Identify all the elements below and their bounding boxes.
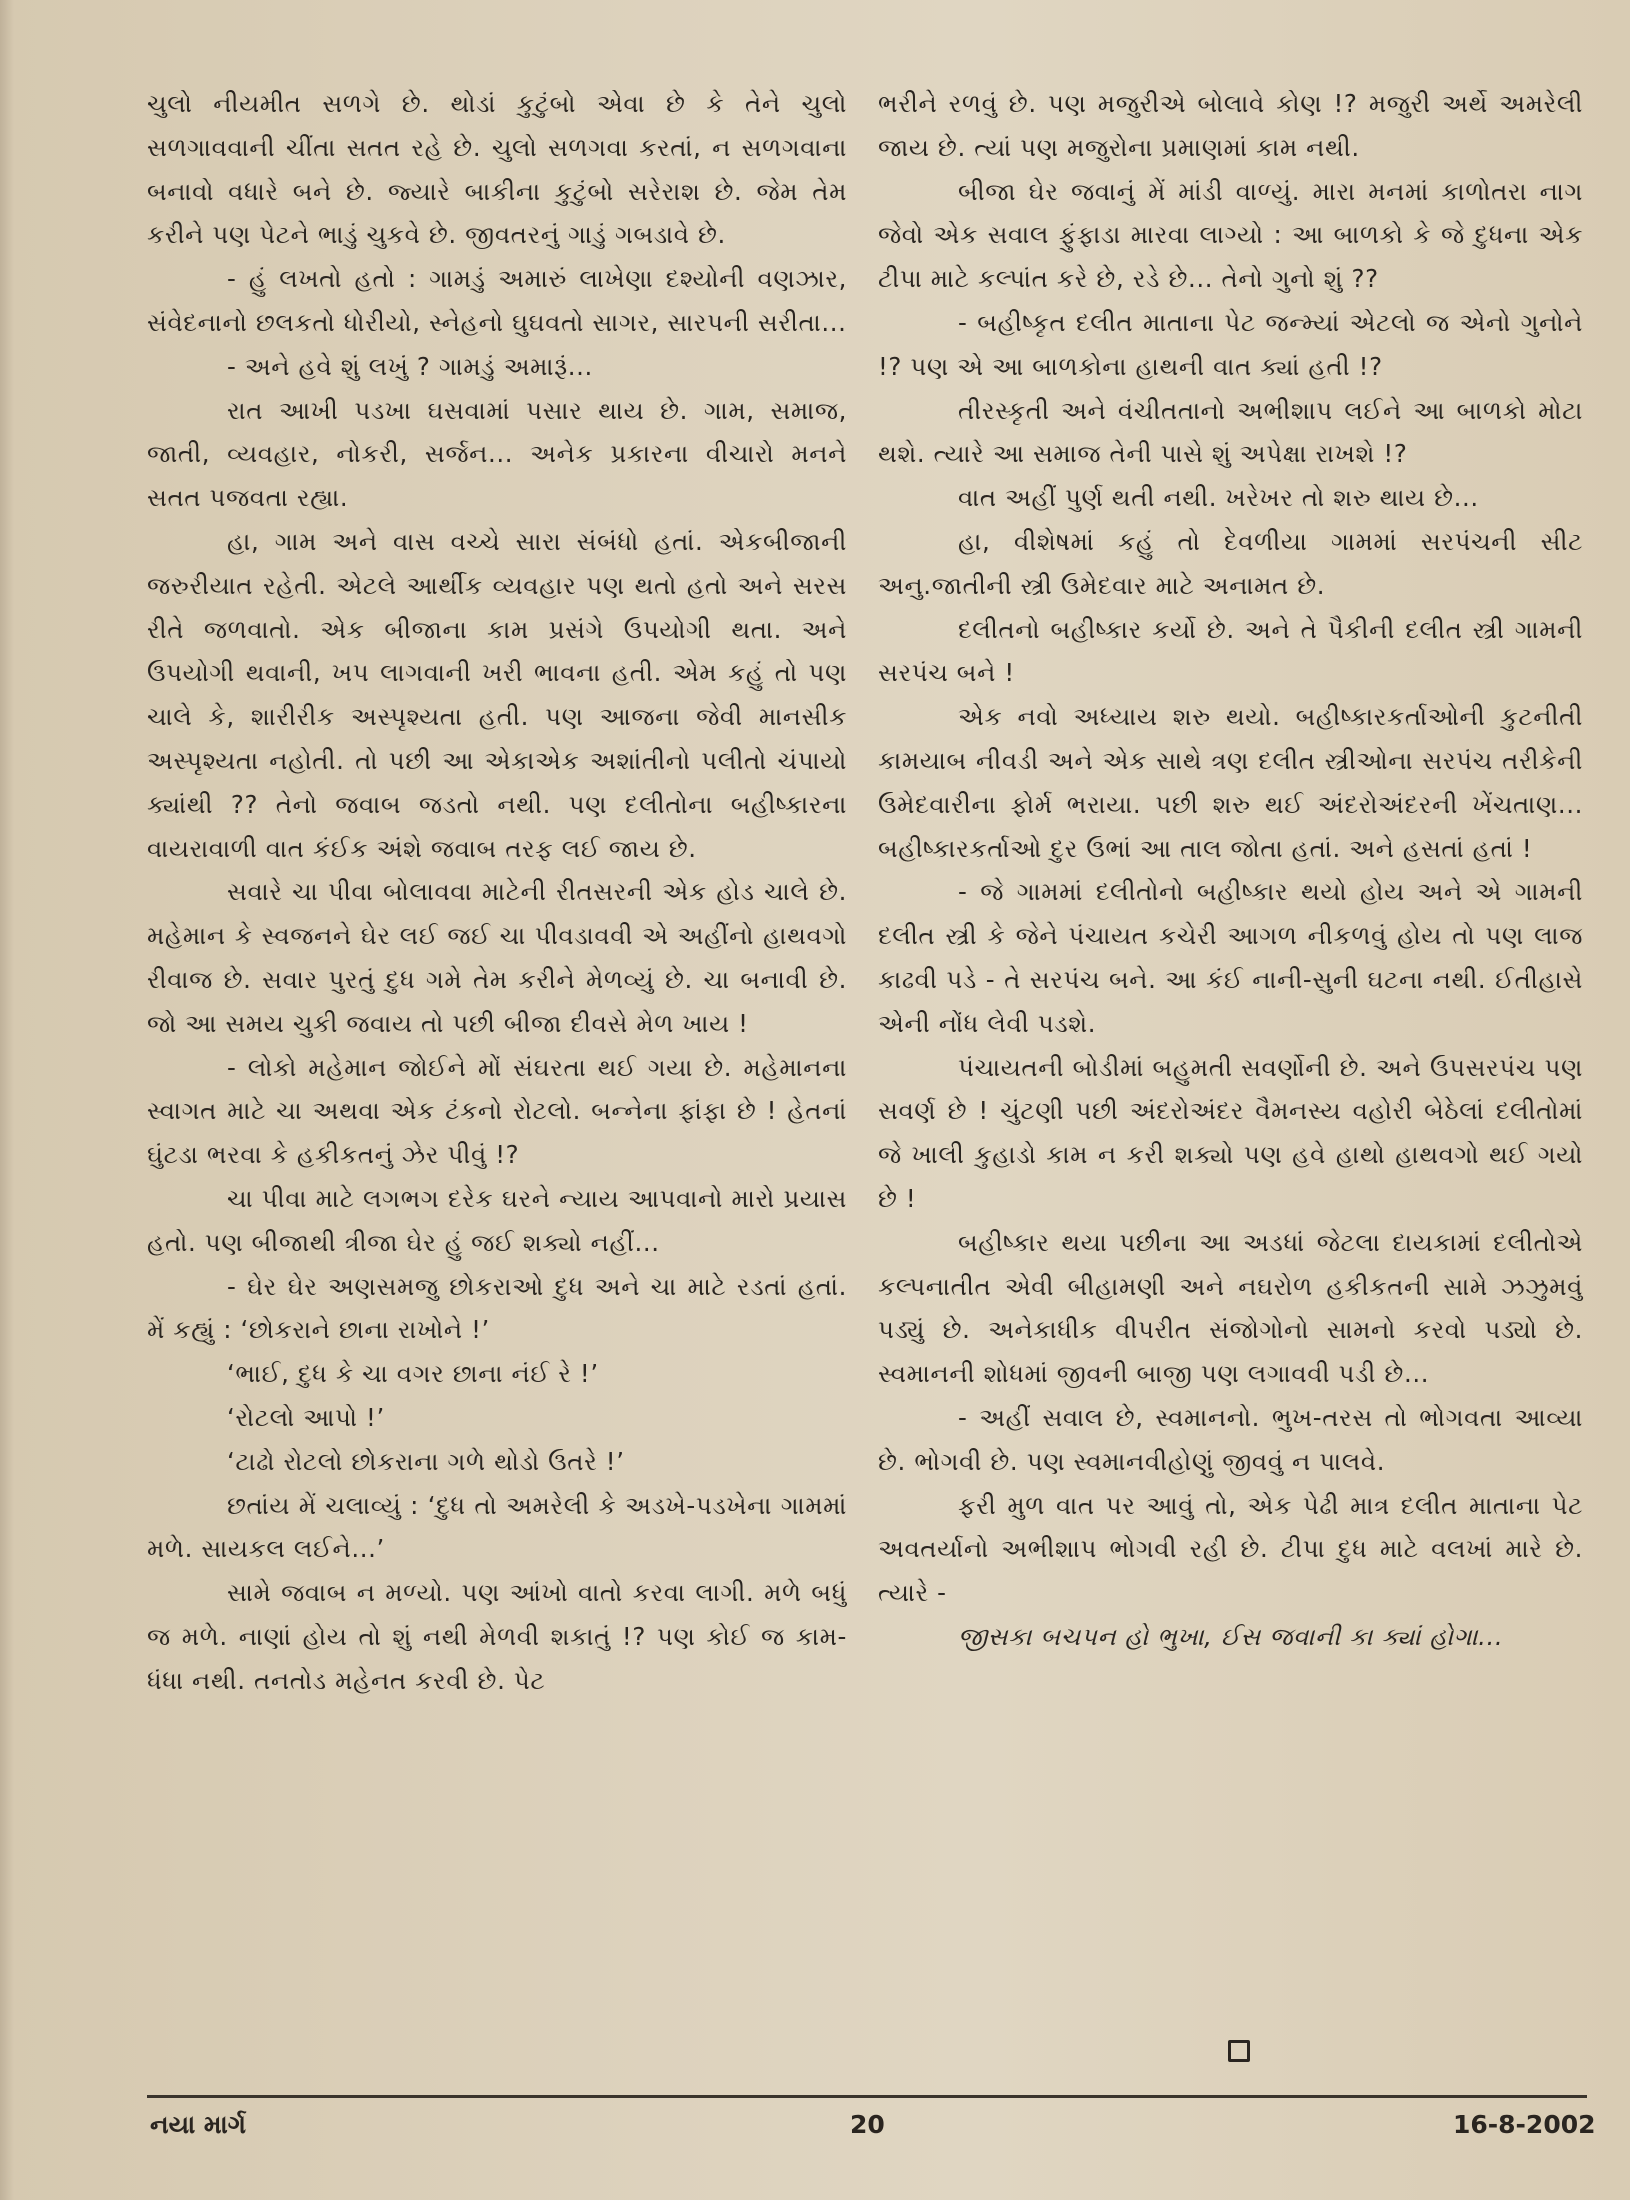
paragraph: જીસકા બચપન હો ભુખા, ઈસ જવાની કા ક્યાં હોગા... [958, 1621, 1504, 1651]
paragraph: દલીતનો બહીષ્કાર કર્યો છે. અને તે પૈકીની દલીત સ્ત્રી ગામની સરપંચ બને ! [878, 614, 1583, 688]
paragraph: તીરસ્કૃતી અને વંચીતતાનો અભીશાપ લઈને આ બાળકો મોટા થશે. ત્યારે આ સમાજ તેની પાસે શું અપેક્ષા રાખશે !? [878, 395, 1583, 469]
paragraph: ‘રોટલો આપો !’ [227, 1402, 385, 1432]
paragraph: ભરીને રળવું છે. પણ મજુરીએ બોલાવે કોણ !? મજુરી અર્થે અમરેલી જાય છે. ત્યાં પણ મજુરોના પ્રમાણમાં કામ નથી. [878, 89, 1583, 162]
paragraph: - બહીષ્કૃત દલીત માતાના પેટ જન્મ્યાં એટલો જ એનો ગુનોને !? પણ એ આ બાળકોના હાથની વાત ક્યાં હતી !? [878, 307, 1583, 381]
paragraph: - લોકો મહેમાન જોઈને મોં સંઘરતા થઈ ગયા છે. મહેમાનના સ્વાગત માટે ચા અથવા એક ટંકનો રોટલો. બન્નેના ફાંફા છે ! હેતનાં ઘુંટડા ભરવા કે હકીકતનું ઝેર પીવું !? [147, 1052, 847, 1170]
paragraph: સવારે ચા પીવા બોલાવવા માટેની રીતસરની એક હોડ ચાલે છે. મહેમાન કે સ્વજનને ઘેર લઈ જઈ ચા પીવડાવવી એ અહીંનો હાથવગો રીવાજ છે. સવાર પુરતું દુધ ગમે તેમ કરીને મેળવ્યું છે. ચા બનાવી છે. જો આ સમય ચુકી જવાય તો પછી બીજા દીવસે મેળ ખાય ! [147, 877, 847, 1038]
paragraph: એક નવો અધ્યાય શરુ થયો. બહીષ્કારકર્તાઓની કુટનીતી કામયાબ નીવડી અને એક સાથે ત્રણ દલીત સ્ત્રીઓના સરપંચ તરીકેની ઉમેદવારીના ફોર્મ ભરાયા. પછી શરુ થઈ અંદરોઅંદરની ખેંચતાણ... બહીષ્કારકર્તાઓ દુર ઉભાં આ તાલ જોતા હતાં. અને હસતાં હતાં ! [878, 702, 1583, 863]
paragraph: બીજા ઘેર જવાનું મેં માંડી વાળ્યું. મારા મનમાં કાળોતરા નાગ જેવો એક સવાલ ફુંફાડા મારવા લાગ્યો : આ બાળકો કે જે દુધના એક ટીપા માટે કલ્પાંત કરે છે, રડે છે... તેનો ગુનો શું ?? [878, 176, 1583, 294]
paragraph: પંચાયતની બોડીમાં બહુમતી સવર્ણોની છે. અને ઉપસરપંચ પણ સવર્ણ છે ! ચુંટણી પછી અંદરોઅંદર વૈમનસ્ય વહોરી બેઠેલાં દલીતોમાં જે ખાલી કુહાડો કામ ન કરી શક્યો પણ હવે હાથો હાથવગો થઈ ગયો છે ! [878, 1052, 1583, 1213]
paragraph: છતાંય મેં ચલાવ્યું : ‘દુધ તો અમરેલી કે અડખે-પડખેના ગામમાં મળે. સાયકલ લઈને...’ [147, 1490, 847, 1564]
paragraph: રાત આખી પડખા ઘસવામાં પસાર થાય છે. ગામ, સમાજ, જાતી, વ્યવહાર, નોકરી, સર્જન... અનેક પ્રકારના વીચારો મનને સતત પજવતા રહ્યા. [147, 395, 847, 513]
right-column [878, 82, 1583, 1659]
paragraph: વાત અહીં પુર્ણ થતી નથી. ખરેખર તો શરુ થાય છે... [958, 483, 1479, 513]
issue-date: 16-8-2002 [1453, 2110, 1596, 2139]
paragraph: ફરી મુળ વાત પર આવું તો, એક પેઢી માત્ર દલીત માતાના પેટ અવતર્યાનો અભીશાપ ભોગવી રહી છે. ટીપા દુધ માટે વલખાં મારે છે. ત્યારે - [878, 1490, 1583, 1608]
paragraph: - અને હવે શું લખું ? ગામડું અમારૂં... [227, 351, 593, 381]
paragraph: બહીષ્કાર થયા પછીના આ અડધાં જેટલા દાયકામાં દલીતોએ કલ્પનાતીત એવી બીહામણી અને નઘરોળ હકીકતની સામે ઝઝુમવું પડ્યું છે. અનેકાધીક વીપરીત સંજોગોનો સામનો કરવો પડ્યો છે. સ્વમાનની શોધમાં જીવની બાજી પણ લગાવવી પડી છે... [878, 1227, 1583, 1389]
end-of-article-mark [1228, 2040, 1250, 2062]
paragraph: - હું લખતો હતો : ગામડું અમારું લાખેણા દશ્યોની વણઝાર, સંવેદનાનો છલકતો ધોરીયો, સ્નેહનો ઘુઘવતો સાગર, સારપની સરીતા... [147, 264, 847, 337]
left-column [147, 82, 847, 1702]
paragraph: સામે જવાબ ન મળ્યો. પણ આંખો વાતો કરવા લાગી. મળે બધું જ મળે. નાણાં હોય તો શું નથી મેળવી શકાતું !? પણ કોઈ જ કામ-ધંધા નથી. તનતોડ મહેનત કરવી છે. પેટ [147, 1578, 847, 1695]
paragraph: હા, ગામ અને વાસ વચ્ચે સારા સંબંધો હતાં. એકબીજાની જરુરીયાત રહેતી. એટલે આર્થીક વ્યવહાર પણ થતો હતો અને સરસ રીતે જળવાતો. એક બીજાના કામ પ્રસંગે ઉપયોગી થતા. અને ઉપયોગી થવાની, ખપ લાગવાની ખરી ભાવના હતી. એમ કહું તો પણ ચાલે કે, શારીરીક અસ્પૃશ્યતા હતી. પણ આજના જેવી માનસીક અસ્પૃશ્યતા નહોતી. તો પછી આ એકાએક અશાંતીનો પલીતો ચંપાયો ક્યાંથી ?? તેનો જવાબ જડતો નથી. પણ દલીતોના બહીષ્કારના વાયરાવાળી વાત કંઈક અંશે જવાબ તરફ લઈ જાય છે. [147, 526, 847, 863]
page-number: 20 [850, 2110, 885, 2139]
footer-rule [147, 2095, 1587, 2098]
paragraph: - અહીં સવાલ છે, સ્વમાનનો. ભુખ-તરસ તો ભોગવતા આવ્યા છે. ભોગવી છે. પણ સ્વમાનવીહોણું જીવવું ન પાલવે. [878, 1402, 1583, 1476]
paragraph: ‘ટાઢો રોટલો છોકરાના ગળે થોડો ઉતરે !’ [227, 1446, 625, 1476]
paragraph: ચા પીવા માટે લગભગ દરેક ઘરને ન્યાય આપવાનો મારો પ્રયાસ હતો. પણ બીજાથી ત્રીજા ઘેર હું જઈ શક્યો નહીં... [147, 1183, 847, 1257]
paragraph: હા, વીશેષમાં કહું તો દેવળીયા ગામમાં સરપંચની સીટ અનુ.જાતીની સ્ત્રી ઉમેદવાર માટે અનામત છે. [878, 526, 1583, 600]
paragraph: ચુલો નીયમીત સળગે છે. થોડાં કુટુંબો એવા છે કે તેને ચુલો સળગાવવાની ચીંતા સતત રહે છે. ચુલો સળગવા કરતાં, ન સળગવાના બનાવો વધારે બને છે. જ્યારે બાકીના કુટુંબો સરેરાશ છે. જેમ તેમ કરીને પણ પેટને ભાડું ચુકવે છે. જીવતરનું ગાડું ગબડાવે છે. [147, 89, 847, 250]
paragraph: ‘ભાઈ, દુધ કે ચા વગર છાના નંઈ રે !’ [227, 1359, 599, 1389]
paragraph: - ઘેર ઘેર અણસમજુ છોકરાઓ દુધ અને ચા માટે રડતાં હતાં. મેં કહ્યું : ‘છોકરાને છાના રાખોને !’ [147, 1271, 847, 1345]
page-binding-edge [0, 0, 14, 2200]
publication-name: નયા માર્ગ [150, 2110, 246, 2139]
paragraph: - જે ગામમાં દલીતોનો બહીષ્કાર થયો હોય અને એ ગામની દલીત સ્ત્રી કે જેને પંચાયત કચેરી આગળ નીકળવું હોય તો પણ લાજ કાઢવી પડે - તે સરપંચ બને. આ કંઈ નાની-સુની ઘટના નથી. ઈતીહાસે એની નોંધ લેવી પડશે. [878, 877, 1583, 1038]
